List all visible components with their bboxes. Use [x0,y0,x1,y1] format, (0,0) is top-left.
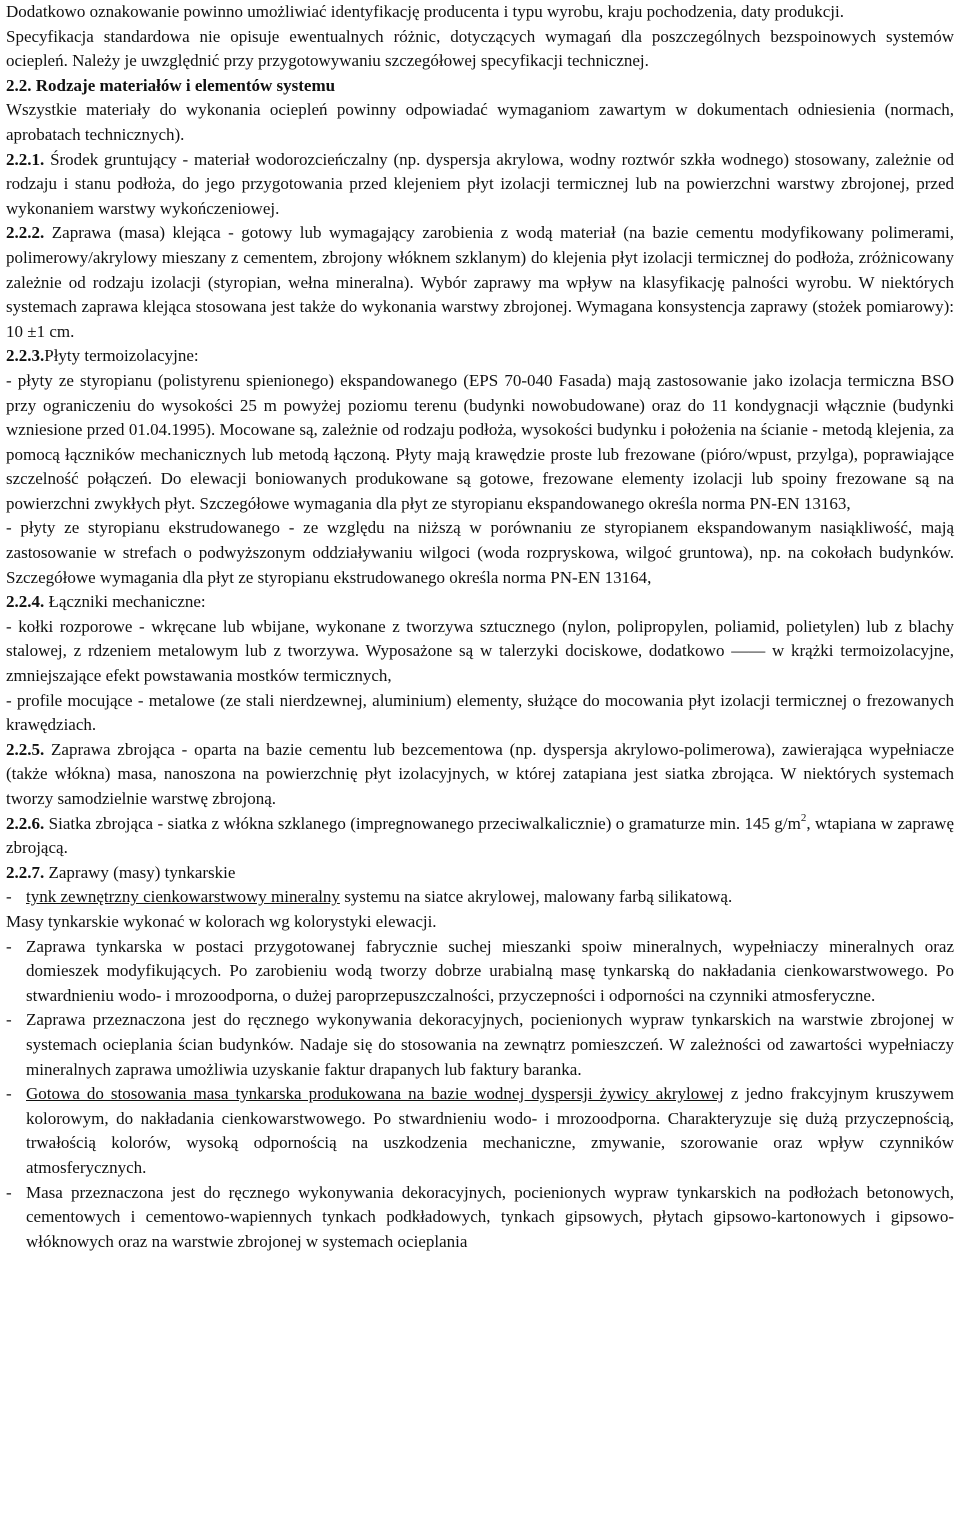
list-dash: - [6,887,12,907]
list-item: - kołki rozporowe - wkręcane lub wbijane, wykonane z tworzywa sztucznego (nylon, polipropylen, poliamid, polietylen) lub z blachy stalowej, z rdzeniem metalowym lub z tworzywa. Wyposażone są w talerzyki dociskowe, dodatkowo —— w krążki termoizolacyjne, zmniejszające efekt powstawania mostków termicznych, [6,616,954,686]
section-title: Płyty termoizolacyjne: [44,346,199,366]
section-text: Siatka zbrojąca - siatka z włókna szklanego (impregnowanego przeciwalkalicznie) o gramaturze min. 145 g/m [48,813,801,833]
list-item [6,885,954,910]
list-item-text: Masa przeznaczona jest do ręcznego wykonywania dekoracyjnych, pocienionych wypraw tynkarskich na podłożach betonowych, cementowych i cementowo-wapiennych tynkach podkładowych, tynkach gipsowych, płytach gipsowo-kartonowych i gipsowo- włóknowych oraz na warstwie zbrojonej w systemach ocieplania [26,1182,954,1251]
superscript: 2 [800,811,807,824]
list-item-text: Zaprawa przeznaczona jest do ręcznego wykonywania dekoracyjnych, pocienionych wypraw tynkarskich na warstwie zbrojonej w systemach ocieplania ścian budynków. Nadaje się do stosowania na zewnątrz pomieszczeń. W zależności od zawartości wypełniaczy mineralnych zaprawa umożliwia uzyskanie faktur drapanych lub faktury baranka. [26,1010,954,1079]
section-title: Zaprawy (masy) tynkarskie [48,862,236,882]
section-title: Łączniki mechaniczne: [48,592,206,612]
list-dash: - [6,1182,12,1202]
section-2-2-3-heading [6,344,954,369]
list-dash: - [6,1010,12,1030]
section-text: Zaprawa zbrojąca - oparta na bazie cementu lub bezcementowa (np. dyspersja akrylowo-polimerowa), zawierająca wypełniacze (także włókna) masa, nanoszona na powierzchnię płyt izolacyjnych, w której zatapiana jest siatka zbrojąca. W niektórych systemach tworzy samodzielnie warstwę zbrojoną. [6,739,954,808]
section-number: 2.2.7. [6,862,45,882]
list-item: - płyty ze styropianu ekstrudowanego - ze względu na niższą w porównaniu ze styropianem ekspandowanym nasiąkliwość, mają zastosowanie w strefach o podwyższonym oddziaływaniu wilgoci (woda rozpryskowa, wilgoć gruntowa), np. na cokołach budynków. Szczegółowe wymagania dla płyt ze styropianu ekstrudowanego określa norma PN-EN 13164, [6,518,954,587]
list-dash: - [6,1084,12,1104]
list-item-text: Zaprawa tynkarska w postaci przygotowanej fabrycznie suchej mieszanki spoiw mineralnych, wypełniaczy mineralnych oraz domieszek modyfikujących. Po zarobieniu wodą tworzy dobrze urabialną masę tynkarską do nakładania cienkowarstwowego. Po stwardnieniu wodo- i mrozoodporna, o dużej paroprzepuszczalności, przyczepności i odporności na czynniki atmosferyczne. [26,936,954,1005]
section-number: 2.2.4. [6,592,45,612]
section-number: 2.2. [6,75,32,95]
section-2-2-5 [6,738,954,812]
paragraph-colors: Masy tynkarskie wykonać w kolorach wg kolorystyki elewacji. [6,911,437,931]
paragraph-materials: Wszystkie materiały do wykonania ociepleń powinny odpowiadać wymaganiom zawartym w dokumentach odniesienia (normach, aprobatach technicznych). [6,100,954,144]
underlined-text: Gotowa do stosowania masa tynkarska produkowana na bazie wodnej dyspersji żywicy akrylowej [26,1084,724,1104]
section-heading-2-2 [6,74,954,99]
list-item-text: z jedno frakcyjnym kruszywem kolorowym, do nakładania cienkowarstwowego. Po stwardnieniu wodo- i mrozoodporna. Charakteryzuje się dużą przyczepnością, trwałością kolorów, wysoką odpornością na uszkodzenia mechaniczne, zmywanie, szorowanie oraz wpływ czynników atmosferycznych. [26,1084,954,1177]
section-text-end: , wtapiana w zaprawę zbrojącą. [6,813,955,858]
section-2-2-6 [6,812,954,861]
section-text: Zaprawa (masa) klejąca - gotowy lub wymagający zarobienia z wodą materiał (na bazie cementu modyfikowany polimerami, polimerowy/akrylowy mieszany z cementem, zbrojony włóknem szklanym) do klejenia płyt izolacji termicznej do podłoża, zróżnicowany zależnie od rodzaju izolacji (styropian, wełna mineralna). Wybór zaprawy ma wpływ na klasyfikację palności wyrobu. W niektórych systemach zaprawa klejąca stosowana jest także do wykonania warstwy zbrojonej. Wymagana konsystencja zaprawy (stożek pomiarowy): 10 ±1 cm. [6,223,955,341]
underlined-text: tynk zewnętrzny cienkowarstwowy mineralny [26,887,340,907]
list-item [6,1008,954,1082]
paragraph-specification: Specyfikacja standardowa nie opisuje ewentualnych różnic, dotyczących wymagań dla poszczególnych bezspoinowych systemów ociepleń. Należy je uwzględnić przy przygotowywaniu szczegółowej specyfikacji technicznej. [6,26,954,71]
section-number: 2.2.5. [6,739,45,759]
list-item [6,1082,954,1180]
section-2-2-7-heading [6,861,954,886]
list-item [6,1181,954,1255]
list-item-text: systemu na siatce akrylowej, malowany farbą silikatową. [339,887,733,907]
section-text: Środek gruntujący - materiał wodorozcieńczalny (np. dyspersja akrylowa, wodny roztwór szkła wodnego) stosowany, zależnie od rodzaju i stanu podłoża, do jego przygotowania przed klejeniem płyt izolacji termicznej lub na powierzchni warstwy zbrojonej, przed wykonaniem warstwy wykończeniowej. [6,149,955,218]
list-item: - profile mocujące - metalowe (ze stali nierdzewnej, aluminium) elementy, służące do mocowania płyt izolacji termicznej o frezowanych krawędziach. [6,690,954,735]
section-2-2-4-heading [6,590,954,615]
section-2-2-2 [6,221,954,344]
list-item [6,935,954,1009]
section-title: Rodzaje materiałów i elementów systemu [35,75,336,95]
list-item: - płyty ze styropianu (polistyrenu spienionego) ekspandowanego (EPS 70-040 Fasada) mają zastosowanie jako izolacja termiczna BSO przy ograniczeniu do wysokości 25 m powyżej poziomu terenu (budynki nowobudowane) oraz do 11 kondygnacji włącznie (budynki wzniesione przed 01.04.1995). Mocowane są, zależnie od rodzaju podłoża, wysokości budynku i położenia na ścianie - metodą klejenia, za pomocą łączników mechanicznych lub metodą łączoną. Płyty mają krawędzie proste lub frezowane (pióro/wpust, przylga), poprawiające szczelność połączeń. Do elewacji boniowanych produkowane są gotowe, frezowane elementy izolacji lub spoiny frezowane są na powierzchni zwykłych płyt. Szczegółowe wymagania dla płyt ze styropianu ekspandowanego określa norma PN-EN 13163, [6,370,954,513]
section-number: 2.2.1. [6,149,45,169]
section-number: 2.2.6. [6,813,45,833]
section-number: 2.2.2. [6,223,45,243]
list-dash: - [6,936,12,956]
section-2-2-1 [6,148,954,222]
document-page [6,0,954,1254]
paragraph-marking: Dodatkowo oznakowanie powinno umożliwiać identyfikację producenta i typu wyrobu, kraju pochodzenia, daty produkcji. [6,2,844,21]
section-number: 2.2.3. [6,346,45,366]
